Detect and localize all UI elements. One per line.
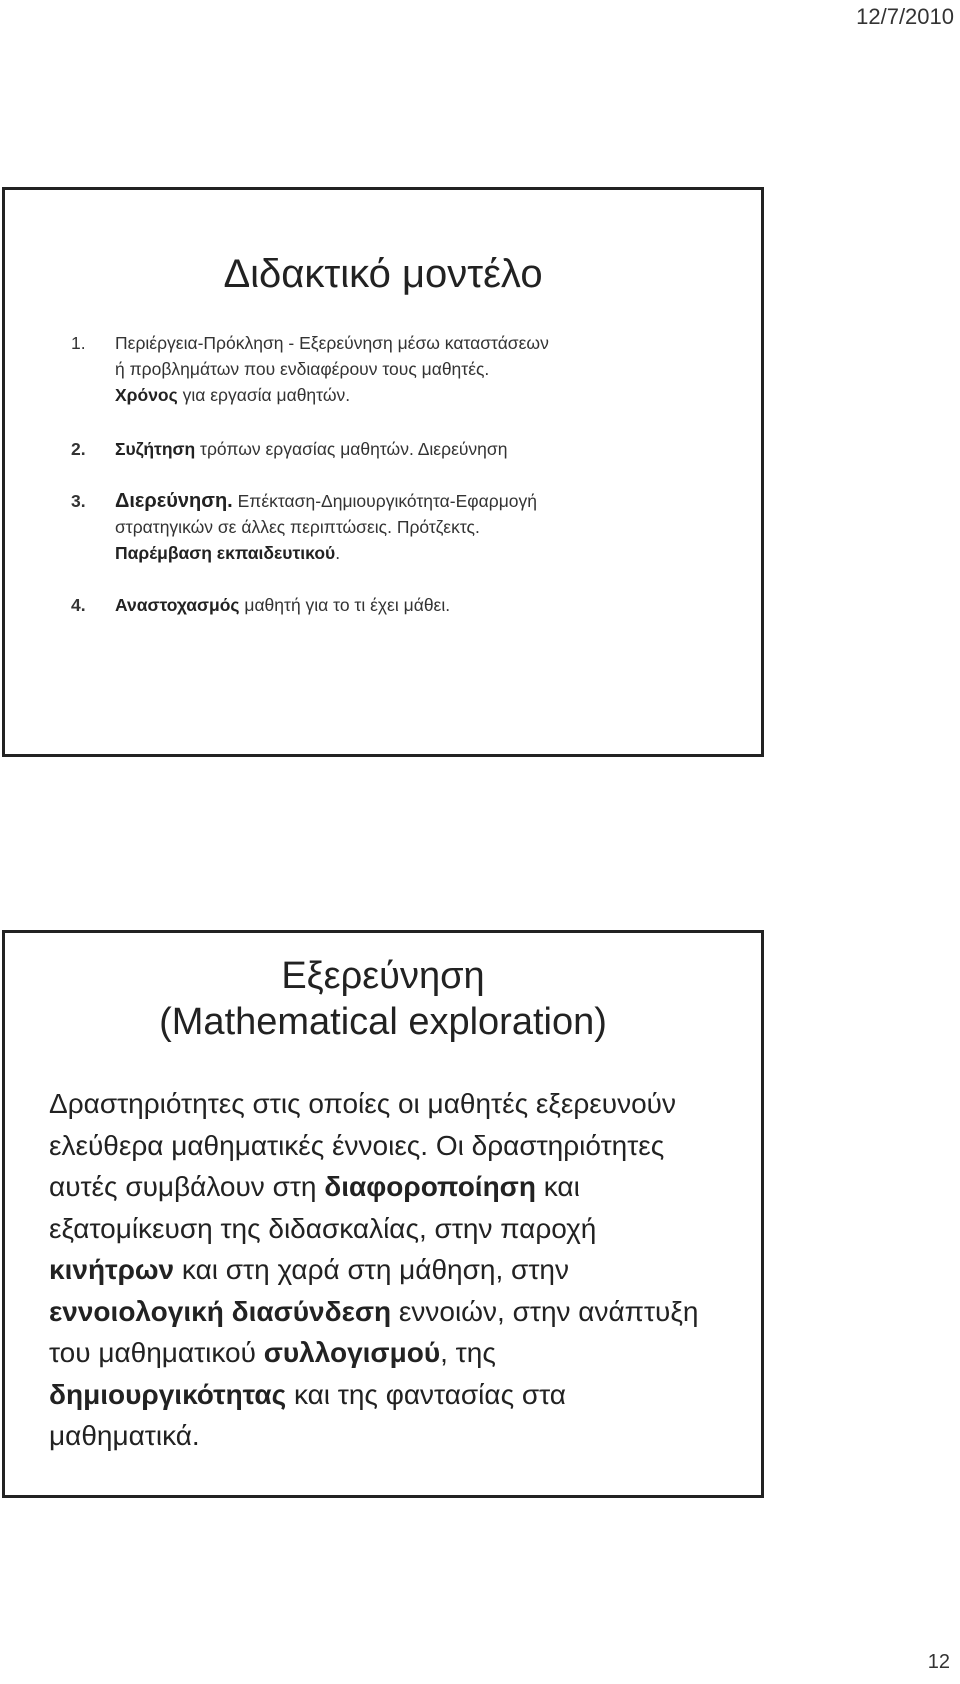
body-text: , της	[440, 1337, 496, 1368]
step-item	[61, 488, 731, 566]
step-bold-text: Αναστοχασμός	[115, 595, 240, 615]
step-number: 2.	[71, 439, 86, 459]
step-text-line	[115, 540, 731, 566]
slide-title-line: Εξερεύνηση	[281, 955, 485, 997]
step-text: Επέκταση-Δημιουργικότητα-Εφαρμογή	[232, 491, 537, 511]
step-text: τρόπων εργασίας μαθητών. Διερεύνηση	[195, 439, 508, 459]
step-text: .	[335, 543, 341, 563]
step-number: 4.	[71, 595, 86, 615]
step-text-line	[115, 488, 731, 514]
body-text: εννοιών, στην ανάπτυξη του μαθηματικού	[49, 1295, 699, 1368]
step-text: για εργασία μαθητών.	[177, 385, 351, 405]
step-bold-text: Χρόνος	[115, 385, 178, 405]
step-bold-text: Παρέμβαση εκπαιδευτικού	[115, 543, 336, 563]
page-number: 12	[927, 1651, 950, 1673]
steps-list	[61, 330, 731, 618]
step-text-line	[115, 382, 731, 408]
body-bold-text: δημιουργικότητας	[49, 1378, 287, 1410]
body-text: Δραστηριότητες στις οποίες οι μαθητές εξερευνούν ελεύθερα μαθηματικές έννοιες. Οι δραστηριότητες αυτές συμβάλουν στη	[49, 1088, 676, 1202]
step-item	[61, 436, 731, 462]
step-text: μαθητή για το τι έχει μάθει.	[239, 595, 451, 615]
step-item	[61, 592, 731, 618]
step-item	[61, 330, 731, 408]
step-text-line: ή προβλημάτων που ενδιαφέρουν τους μαθητές.	[115, 359, 490, 379]
step-bold-text: Συζήτηση	[115, 439, 196, 459]
body-text: και στη χαρά στη μάθηση, στην	[174, 1254, 569, 1285]
step-text-line	[115, 436, 731, 462]
slide-didactic-model	[2, 187, 764, 757]
step-bold-text: Διερεύνηση.	[115, 490, 233, 512]
body-text: και της φαντασίας στα μαθηματικά.	[49, 1378, 566, 1451]
body-text: και εξατομίκευση της διδασκαλίας, στην παροχή	[49, 1171, 597, 1244]
slide-title	[5, 953, 761, 1045]
slide-title: Διδακτικό μοντέλο	[223, 252, 543, 296]
page-date: 12/7/2010	[856, 4, 954, 29]
step-number: 1.	[71, 333, 86, 353]
step-text-line	[115, 592, 731, 618]
step-text-line: Περιέργεια-Πρόκληση - Εξερεύνηση μέσω καταστάσεων	[115, 333, 549, 353]
slide-exploration	[2, 930, 764, 1498]
slide-body-text	[49, 1083, 721, 1457]
body-bold-text: συλλογισμού	[263, 1337, 441, 1368]
body-bold-text: διαφοροποίηση	[324, 1171, 536, 1202]
step-text-line: στρατηγικών σε άλλες περιπτώσεις. Πρότζεκτς.	[115, 517, 480, 537]
step-number: 3.	[71, 491, 86, 511]
body-bold-text: εννοιολογική διασύνδεση	[49, 1295, 392, 1327]
slide-subtitle-line: (Mathematical exploration)	[159, 1001, 607, 1043]
body-bold-text: κινήτρων	[49, 1254, 175, 1285]
